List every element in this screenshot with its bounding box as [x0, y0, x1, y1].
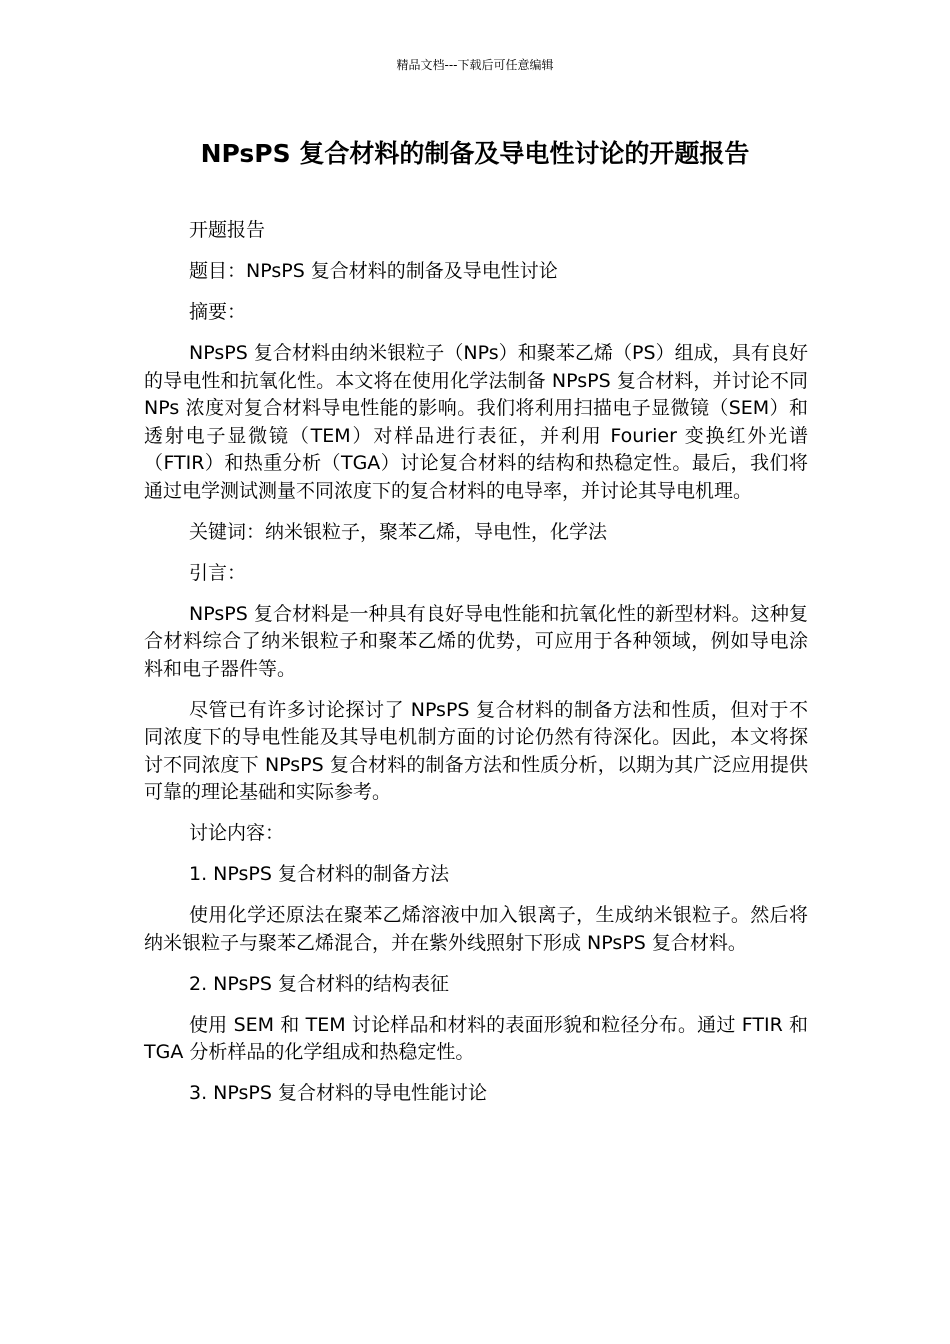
section-1-paragraph: 使用化学还原法在聚苯乙烯溶液中加入银离子，生成纳米银粒子。然后将纳米银粒子与聚苯乙烯混合，并在紫外线照射下形成 NPsPS 复合材料。	[144, 904, 808, 954]
section-2-paragraph: 使用 SEM 和 TEM 讨论样品和材料的表面形貌和粒径分布。通过 FTIR 和 TGA 分析样品的化学组成和热稳定性。	[144, 1013, 808, 1063]
introduction-paragraph-1: NPsPS 复合材料是一种具有良好导电性能和抗氧化性的新型材料。这种复合材料综合了纳米银粒子和聚苯乙烯的优势，可应用于各种领域，例如导电涂料和电子器件等。	[144, 602, 808, 680]
abstract-heading: 摘要：	[189, 301, 247, 323]
topic-line: 题目：NPsPS 复合材料的制备及导电性讨论	[189, 260, 558, 282]
introduction-paragraph-2: 尽管已有许多讨论探讨了 NPsPS 复合材料的制备方法和性质，但对于不同浓度下的导电性能及其导电机制方面的讨论仍然有待深化。因此，本文将探讨不同浓度下 NPsPS 复合材料的制备方法和性质分析，以期为其广泛应用提供可靠的理论基础和实际参考。	[144, 698, 808, 803]
section-3-heading: 3. NPsPS 复合材料的导电性能讨论	[189, 1082, 487, 1104]
section-1-heading: 1. NPsPS 复合材料的制备方法	[189, 863, 449, 885]
document-body	[144, 217, 808, 1121]
discussion-heading: 讨论内容：	[189, 822, 285, 844]
section-2-heading: 2. NPsPS 复合材料的结构表征	[189, 972, 449, 995]
introduction-heading: 引言：	[189, 561, 247, 584]
section-label-report: 开题报告	[189, 219, 266, 241]
page-header: 精品文档---下载后可任意编辑	[396, 58, 554, 72]
document-title: NPsPS 复合材料的制备及导电性讨论的开题报告	[200, 139, 750, 168]
abstract-paragraph: NPsPS 复合材料由纳米银粒子（NPs）和聚苯乙烯（PS）组成，具有良好的导电性和抗氧化性。本文将在使用化学法制备 NPsPS 复合材料，并讨论不同 NPs 浓度对复合材料导电性能的影响。我们将利用扫描电子显微镜（SEM）和透射电子显微镜（TEM）对样品进行表征，并利用 Fourier 变换红外光谱（FTIR）和热重分析（TGA）讨论复合材料的结构和热稳定性。最后，我们将通过电学测试测量不同浓度下的复合材料的电导率，并讨论其导电机理。	[144, 342, 808, 502]
keywords-line: 关键词：纳米银粒子，聚苯乙烯，导电性，化学法	[189, 520, 608, 543]
